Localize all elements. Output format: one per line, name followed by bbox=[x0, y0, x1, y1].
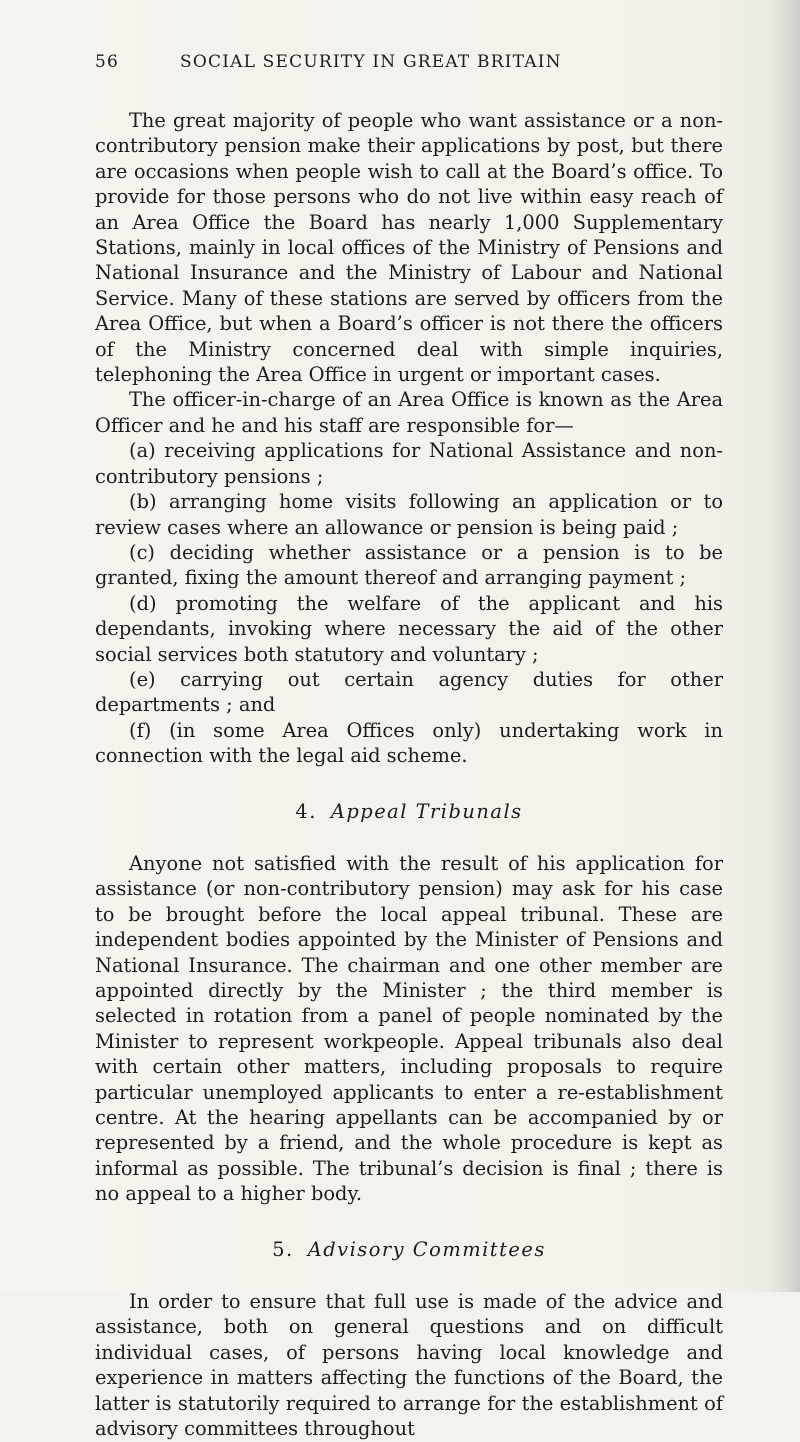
section-heading-appeal-tribunals bbox=[95, 799, 723, 824]
page-edge-shadow bbox=[764, 0, 800, 1292]
running-title: SOCIAL SECURITY IN GREAT BRITAIN bbox=[180, 52, 562, 72]
paragraph-area-officer: The officer-in-charge of an Area Office is known as the Area Officer and he and his staff are responsible for— bbox=[95, 388, 723, 437]
paragraph-advisory-committees: In order to ensure that full use is made of the advice and assistance, both on general questions and on difficult individual cases, of persons having local knowledge and experience in matters affecting the functions of the Board, the latter is statutorily required to arrange for the establishment of advisory committees throughout bbox=[95, 1290, 723, 1441]
list-item: (f) (in some Area Offices only) undertaking work in connection with the legal aid scheme. bbox=[95, 718, 723, 768]
paragraph-supplementary-stations: The great majority of people who want assistance or a non-contributory pension make their applications by post, but there are occasions when people wish to call at the Board’s office. To provide for those persons who do not live within easy reach of an Area Office the Board has nearly 1,000 Supplementary Stations, mainly in local offices of the Ministry of Pensions and National Insurance and the Ministry of Labour and National Service. Many of these stations are served by officers from the Area Office, but when a Board’s officer is not there the officers of the Ministry concerned deal with simple inquiries, telephoning the Area Office in urgent or important cases. bbox=[95, 109, 723, 387]
running-header bbox=[95, 52, 725, 82]
list-item: (e) carrying out certain agency duties for other departments ; and bbox=[95, 667, 723, 717]
section-title: Appeal Tribunals bbox=[330, 799, 523, 823]
list-item: (c) deciding whether assistance or a pension is to be granted, fixing the amount thereof and arranging payment ; bbox=[95, 540, 723, 590]
list-item: (b) arranging home visits following an application or to review cases where an allowance or pension is being paid ; bbox=[95, 490, 723, 539]
page-body bbox=[95, 108, 723, 1442]
page-number: 56 bbox=[95, 52, 120, 72]
list-item: (d) promoting the welfare of the applicant and his dependants, invoking where necessary the aid of the other social services both statutory and voluntary ; bbox=[95, 591, 723, 666]
list-item: (a) receiving applications for National Assistance and non-contributory pensions ; bbox=[95, 439, 723, 488]
section-heading-advisory-committees bbox=[95, 1237, 723, 1262]
section-number: 5. bbox=[272, 1237, 294, 1261]
paragraph-appeal-tribunals: Anyone not satisfied with the result of his application for assistance (or non-contributory pension) may ask for his case to be brought before the local appeal tribunal. These are independent bodies appointed by the Minister of Pensions and National Insurance. The chairman and one other member are appointed directly by the Minister ; the third member is selected in rotation from a panel of people nominated by the Minister to represent workpeople. Appeal tribunals also deal with certain other matters, including proposals to require particular unemployed applicants to enter a re-establishment centre. At the hearing appellants can be accompanied by or represented by a friend, and the whole procedure is kept as informal as possible. The tribunal’s decision is final ; there is no appeal to a higher body. bbox=[95, 851, 723, 1206]
section-number: 4. bbox=[295, 799, 317, 823]
section-title: Advisory Committees bbox=[307, 1237, 546, 1261]
